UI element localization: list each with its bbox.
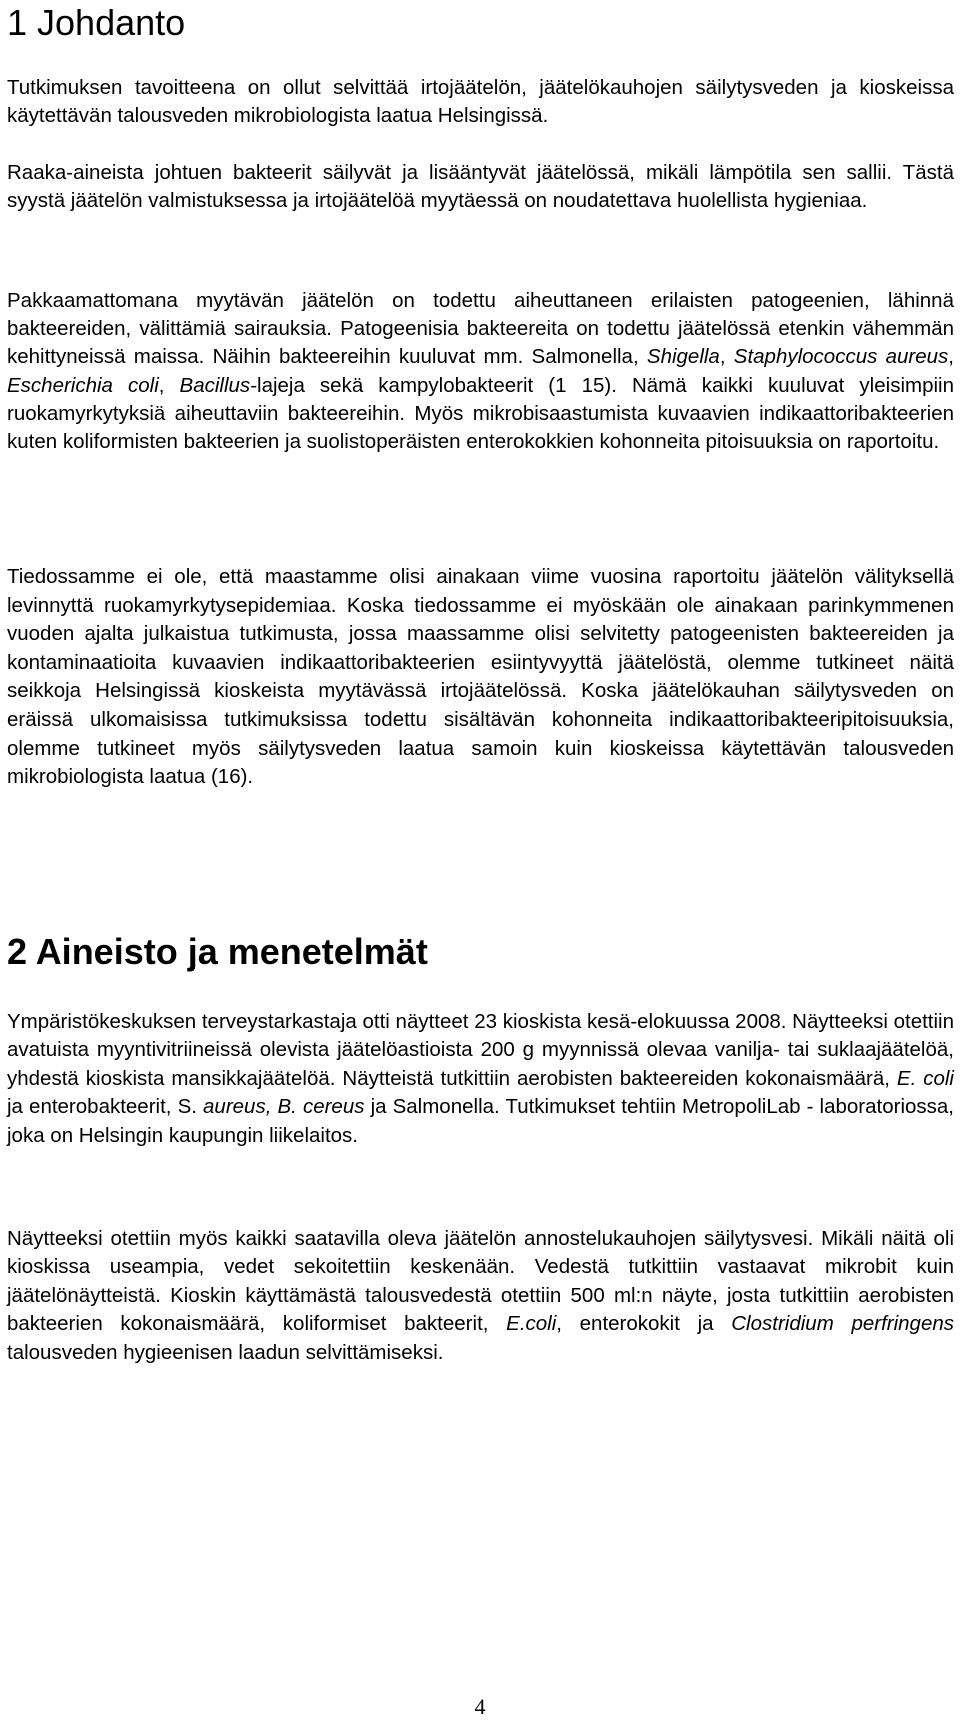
text-run: Ympäristökeskuksen terveystarkastaja otti näytteet 23 kioskista kesä-elokuussa 2008. Näytteeksi otettiin avatuista myyntivitriineissä olevista jäätelöastioista 200 g myynnissä olevaa vanilja- tai suklaajäätelöä, yhdestä kioskista mansikkajäätelöä. Näytteistä tutkittiin aerobisten bakteereiden kokonaismäärä, — [7, 1010, 954, 1090]
paragraph-aim: Tutkimuksen tavoitteena on ollut selvittää irtojäätelön, jäätelökauhojen säilytysveden ja kioskeissa käytettävän talousveden mikrobiologista laatua Helsingissä. — [7, 76, 954, 127]
text-run: ja Salmonella. Tutkimukset tehtiin MetropoliLab - laboratoriossa, joka on Helsingin kaupungin liikelaitos. — [7, 1095, 954, 1147]
text-run: -lajeja sekä kampylobakteerit (1 15). Nämä kaikki kuuluvat yleisimpiin ruokamyrkytyksiä aiheuttaviin bakteereihin. Myös mikrobisaastumista kuvaavien indikaattoribakteerien kuten koliformisten bakteerien ja suolistoperäisten enterokokkien kohonneita pitoisuuksia on raportoitu. — [7, 373, 954, 454]
species-name: Escherichia coli — [7, 373, 159, 397]
text-run: Näytteeksi otettiin myös kaikki saatavilla oleva jäätelön annostelukauhojen säilytysvesi. Mikäli näitä oli kioskissa useampia, vedet sekoitettiin keskenään. Vedestä tutkittiin vastaavat mikrobit kuin jäätelönäytteistä. Kioskin käyttämästä talousvedestä otettiin 500 ml:n näyte, josta tutkittiin aerobisten bakteerien kokonaismäärä, koliformiset bakteerit, — [7, 1227, 954, 1336]
paragraph-samples — [7, 1008, 954, 1150]
species-name: Bacillus — [179, 373, 251, 397]
text-run: Pakkaamattomana myytävän jäätelön on todettu aiheuttaneen erilaisten patogeenien, lähinnä bakteereiden, välittämiä sairauksia. Patogeenisia bakteereita on todettu jäätelössä etenkin vähemmän kehittyneissä maissa. Näihin bakteereihin kuuluvat mm. Salmonella, — [7, 289, 954, 369]
species-name: Staphylococcus aureus — [733, 345, 949, 369]
text-run: , — [719, 345, 734, 369]
section-heading-introduction: 1 Johdanto — [7, 2, 186, 43]
species-name: E.coli — [506, 1312, 557, 1336]
paragraph-pathogens — [7, 287, 954, 456]
text-run: talousveden hygieenisen laadun selvittämiseksi. — [7, 1340, 444, 1364]
species-name: Clostridium perfringens — [731, 1312, 955, 1336]
paragraph-hygiene: Raaka-aineista johtuen bakteerit säilyvät ja lisääntyvät jäätelössä, mikäli lämpötila sen sallii. Tästä syystä jäätelön valmistuksessa ja irtojäätelöä myytäessä on noudatettava huolellista hygieniaa. — [7, 161, 954, 212]
page-number: 4 — [474, 1694, 486, 1719]
species-name: Shigella — [646, 345, 720, 369]
section-heading-methods: 2 Aineisto ja menetelmät — [7, 931, 428, 972]
paragraph-water-samples — [7, 1225, 954, 1367]
species-name: cereus — [302, 1095, 365, 1119]
species-name: aureus, B. — [203, 1095, 297, 1119]
text-run: , enterokokit ja — [556, 1312, 732, 1336]
paragraph-background: Tiedossamme ei ole, että maastamme olisi ainakaan viime vuosina raportoitu jäätelön välityksellä levinnyttä ruokamyrkytysepidemiaa. Koska tiedossamme ei myöskään ole ainakaan parinkymmenen vuoden ajalta julkaistua tutkimusta, jossa maassamme olisi selvitetty patogeenisten bakteereiden ja kontaminaatioita kuvaavien indikaattoribakteerien esiintyvyyttä jäätelöstä, olemme tutkineet näitä seikkoja Helsingissä kioskeista myytävässä irtojäätelössä. Koska jäätelökauhan säilytysveden on eräissä ulkomaisissa tutkimuksissa todettu sisältävän kohonneita indikaattoribakteeripitoisuuksia, olemme tutkineet myös säilytysveden laatua samoin kuin kioskeissa käytettävän talousveden mikrobiologista laatua (16). — [7, 565, 954, 789]
text-run: , — [948, 345, 954, 369]
species-name: E. coli — [896, 1066, 954, 1090]
text-run: , — [158, 373, 180, 397]
text-run: ja enterobakteerit, S. — [7, 1095, 204, 1119]
